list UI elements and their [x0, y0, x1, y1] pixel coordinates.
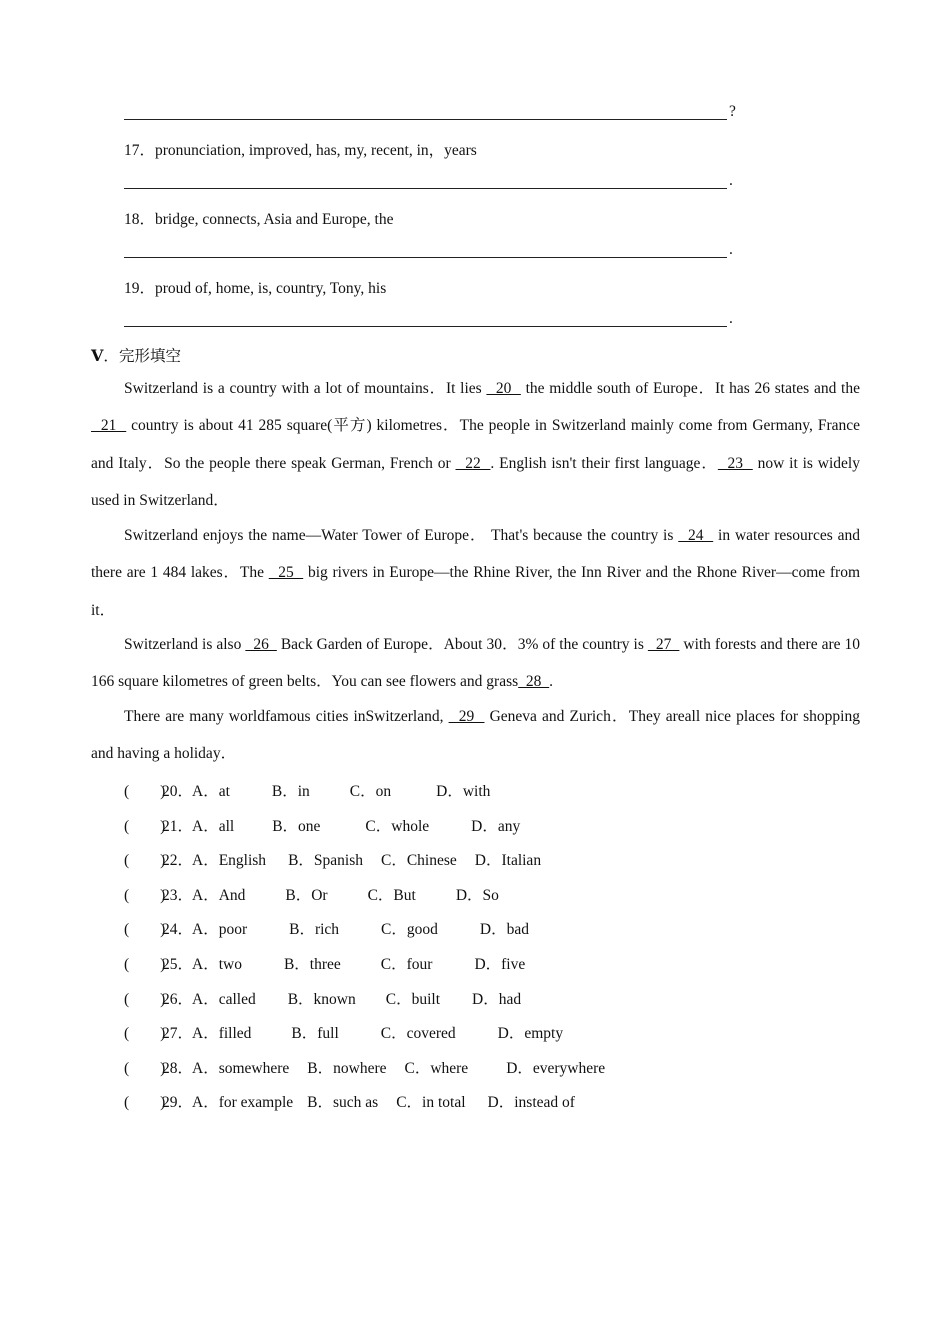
answer-bracket[interactable]: ( ) — [124, 783, 166, 800]
question-row-21 — [124, 814, 520, 836]
passage-text: Switzerland enjoys the name—Water Tower of Europe． That's because the country is — [124, 527, 679, 544]
passage-text: Back Garden of Europe．About 30．3% of the country is — [276, 636, 648, 653]
option-b[interactable]: B．one — [272, 817, 321, 835]
option-d[interactable]: D．five — [474, 956, 526, 973]
question-row-20 — [124, 779, 490, 801]
answer-line[interactable] — [124, 326, 727, 327]
blank-28: 28 — [518, 673, 550, 691]
question-number: 23． — [162, 886, 194, 904]
option-c[interactable]: C．four — [380, 956, 433, 973]
question-row-29 — [124, 1090, 575, 1112]
option-c[interactable]: C．whole — [365, 817, 430, 835]
blank-21: 21 — [91, 417, 127, 435]
option-c[interactable]: C．good — [381, 921, 438, 939]
item-words: bridge, connects, Asia and Europe, the — [155, 211, 394, 228]
question-number: 24． — [162, 921, 194, 939]
option-b[interactable]: B．Or — [285, 886, 328, 904]
question-row-25 — [124, 952, 525, 974]
answer-line[interactable] — [124, 188, 727, 189]
option-a[interactable]: A．English — [192, 852, 267, 870]
section-sep: ． — [103, 348, 119, 365]
item-number: 17． — [124, 142, 156, 159]
passage-text: . English isn't their first language． — [490, 454, 718, 472]
option-c[interactable]: C．Chinese — [381, 852, 457, 870]
answer-bracket[interactable]: ( ) — [124, 886, 166, 904]
passage-paragraph-3 — [91, 626, 860, 701]
option-b[interactable]: B．in — [271, 783, 310, 800]
item-number: 18． — [124, 211, 156, 228]
question-number: 22． — [162, 852, 194, 870]
answer-bracket[interactable]: ( ) — [124, 990, 166, 1008]
answer-line[interactable] — [124, 257, 727, 258]
passage-text: the middle south of Europe．It has 26 states and the — [520, 380, 860, 397]
blank-22: 22 — [455, 454, 491, 472]
option-a[interactable]: A．somewhere — [192, 1059, 290, 1077]
question-row-27 — [124, 1021, 563, 1043]
item-number: 19． — [124, 280, 156, 297]
option-c[interactable]: C．covered — [380, 1025, 456, 1043]
blank-26: 26 — [245, 636, 277, 653]
answer-bracket[interactable]: ( ) — [124, 956, 166, 973]
passage-text: in water resources and there are 1 484 lakes．The — [91, 527, 860, 582]
blank-25: 25 — [268, 564, 304, 582]
answer-bracket[interactable]: ( ) — [124, 817, 166, 835]
answer-bracket[interactable]: ( ) — [124, 1059, 166, 1077]
option-d[interactable]: D．with — [436, 783, 491, 800]
option-c[interactable]: C．built — [385, 990, 441, 1008]
answer-bracket[interactable]: ( ) — [124, 1094, 166, 1112]
option-c[interactable]: C．where — [404, 1059, 469, 1077]
question-row-23 — [124, 883, 499, 905]
option-d[interactable]: D．So — [455, 886, 499, 904]
question-row-28 — [124, 1056, 605, 1078]
option-d[interactable]: D．empty — [497, 1025, 564, 1043]
option-d[interactable]: D．instead of — [487, 1094, 575, 1112]
passage-text: with forests and there are 10 166 square kilometres of green belts．You can see flowers and grass — [91, 636, 861, 691]
item-words: proud of, home, is, country, Tony, his — [155, 280, 387, 297]
passage-text: country is about 41 285 square(平方) kilometres．The people in Switzerland mainly come from Germany, France and Italy．So the people there speak German, French or — [91, 417, 861, 472]
line-end-mark: ? — [729, 103, 736, 120]
option-a[interactable]: A．filled — [192, 1025, 252, 1043]
question-number: 25． — [162, 956, 194, 973]
option-b[interactable]: B．three — [283, 956, 341, 973]
option-a[interactable]: A．poor — [192, 921, 248, 939]
question-number: 28． — [162, 1059, 194, 1077]
passage-text: now it is widely used in Switzerland． — [91, 454, 860, 509]
answer-bracket[interactable]: ( ) — [124, 1025, 166, 1043]
section-title: 完形填空 — [118, 348, 181, 365]
question-number: 21． — [162, 817, 194, 835]
blank-29: 29 — [448, 708, 485, 725]
sentence-item-18 — [124, 207, 393, 229]
option-d[interactable]: D．everywhere — [506, 1059, 606, 1077]
option-a[interactable]: A．And — [192, 886, 246, 904]
answer-bracket[interactable]: ( ) — [124, 852, 166, 870]
option-d[interactable]: D．any — [471, 817, 521, 835]
passage-paragraph-1 — [91, 370, 860, 519]
option-a[interactable]: A．two — [192, 956, 242, 973]
passage-text: Geneva and Zurich．They areall nice places for shopping and having a holiday． — [91, 708, 860, 763]
item-words: pronunciation, improved, has, my, recent, in，years — [155, 142, 477, 159]
option-d[interactable]: D．had — [472, 990, 522, 1008]
question-number: 29． — [162, 1094, 194, 1112]
option-b[interactable]: B．full — [291, 1025, 339, 1043]
line-end-mark: . — [729, 241, 733, 258]
blank-27: 27 — [647, 636, 680, 653]
option-a[interactable]: A．called — [192, 990, 256, 1008]
question-number: 20． — [162, 783, 194, 800]
answer-line[interactable] — [124, 119, 727, 120]
answer-bracket[interactable]: ( ) — [124, 921, 166, 939]
option-c[interactable]: C．in total — [396, 1094, 466, 1112]
question-row-26 — [124, 987, 521, 1009]
sentence-item-17 — [124, 138, 477, 160]
sentence-item-19 — [124, 276, 386, 298]
section-heading — [91, 344, 181, 366]
blank-24: 24 — [678, 527, 714, 544]
option-c[interactable]: C．But — [367, 886, 416, 904]
option-a[interactable]: A．all — [192, 817, 235, 835]
passage-paragraph-4 — [91, 698, 860, 773]
question-row-24 — [124, 917, 529, 939]
passage-text: big rivers in Europe—the Rhine River, the Inn River and the Rhone River—come from it． — [91, 564, 861, 619]
passage-text: Switzerland is also — [124, 636, 246, 653]
line-end-mark: . — [729, 172, 733, 189]
option-b[interactable]: B．known — [287, 990, 356, 1008]
option-b[interactable]: B．Spanish — [288, 852, 363, 870]
blank-20: 20 — [486, 380, 521, 397]
option-c[interactable]: C．on — [349, 783, 392, 800]
option-b[interactable]: B．rich — [289, 921, 340, 939]
option-b[interactable]: B．nowhere — [307, 1059, 387, 1077]
question-number: 27． — [162, 1025, 194, 1043]
passage-text: Switzerland is a country with a lot of mountains．It lies — [124, 380, 487, 397]
option-d[interactable]: D．Italian — [474, 852, 542, 870]
question-number: 26． — [162, 990, 194, 1008]
passage-paragraph-2 — [91, 517, 860, 629]
line-end-mark: . — [729, 310, 733, 327]
question-row-22 — [124, 848, 541, 870]
section-numeral: Ⅴ — [91, 348, 104, 365]
option-a[interactable]: A．for example — [192, 1094, 294, 1112]
passage-text: There are many worldfamous cities inSwitzerland, — [124, 708, 449, 725]
option-a[interactable]: A．at — [192, 783, 230, 800]
passage-text: . — [549, 673, 554, 691]
blank-23: 23 — [717, 454, 753, 472]
option-b[interactable]: B．such as — [307, 1094, 379, 1112]
option-d[interactable]: D．bad — [479, 921, 529, 939]
